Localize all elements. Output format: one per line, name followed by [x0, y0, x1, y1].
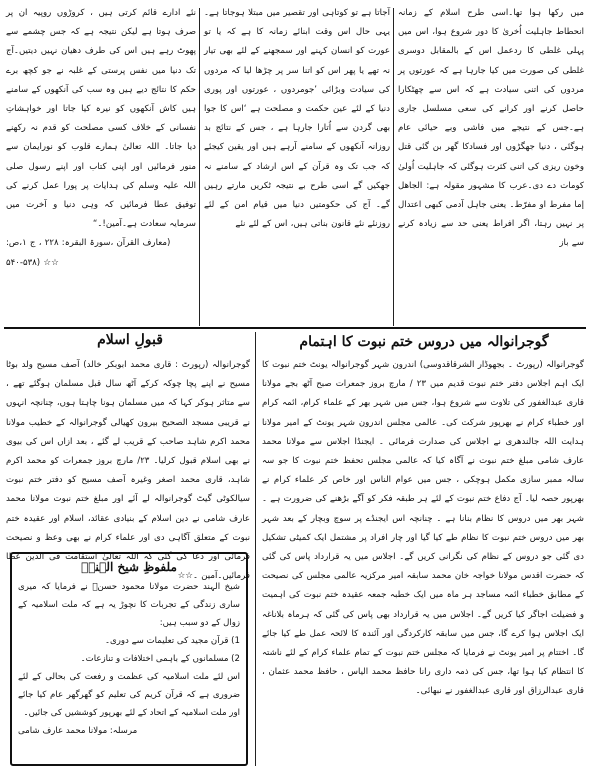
quote-box-body — [18, 578, 240, 740]
reference-line-2: ☆☆ (۵۴۰-۵۳۸ — [6, 257, 59, 268]
quote-intro: شیخ الہند حضرت مولانا محمود حسنؒ نے فرمایا کہ میری ساری زندگی کے تجربات کا نچوڑ یہ ہے کہ ملت اسلامیہ کے زوال کے دو سبب ہیں: — [18, 582, 240, 628]
column-divider — [255, 332, 256, 766]
section-divider — [4, 327, 586, 329]
top-column-left-text: نئے ادارے قائم کرتی ہیں ، کروڑوں روپیہ ان پر صرف ہوتا ہے لیکن نتیجہ ہے کہ جس چشمے سے پھوٹ رہے ہیں اس کی طرف دھیان نہیں دیتیں۔آج تک دنیا میں نفس پرستی کے غلبہ نے جو کچھ برے حکم کا نتائج دیے ہیں وہ سب کی آنکھوں کے سامنے ہیں کاش آنکھوں کو نیرہ کیا جاتا اور خواہشاتِ نفسانی کے خلاف کسی مصلحت کو قدم نہ رکھنے دیا جاتا۔ اللہ تعالیٰ ہمارے قلوب کو نورایمان سے منور فرمائیں اور اپنی کتاب اور اپنے رسول صلی اللہ علیہ وسلم کی ہدایات پر پورا عمل کرنے کی توفیق عطا فرمائیں کہ وہی دنیا و آخرت میں سرمایہ سعادت ہے۔آمین!۔“ — [6, 8, 196, 230]
left-article-title: قبولِ اسلام — [97, 332, 163, 348]
quote-box-title: ملفوظِ شیخ الہندؒ — [81, 560, 177, 574]
column-divider — [199, 8, 200, 326]
top-column-left — [6, 4, 196, 324]
left-article-body: گوجرانوالہ (رپورٹ : قاری محمد ابوبکر خالد) آصف مسیح ولد بوٹا مسیح نے اپنے پچا چوکہ کرکے آٹھ سال قبل مسلمان ہوگئے تھے ، سے متاثر ہوکر کہا کہ میں مسلمان ہونا چاہتا ہوں، چنانچہ انہوں نے قریبی مسجد الصحیح بیرون کھیالی گوجرانوالہ کے خطیب مولانا محمد اکرم شاہد صاحب کے قریب لے گئے ، بعد ازاں اس کی بیوی نے بھی اسلام قبول کرلیا۔ ۲۳/ مارچ بروز جمعرات کو محمد اکرم شاہد، قاری محمد اصغر وغیرہ آصف مسیح کو دفتر ختم نبوت سیالکوٹی گیٹ گوجرانوالہ لے آئے اور مبلغ ختم نبوت مولانا محمد عارف شامی نے دین اسلام کے بنیادی عقائد، اسلام اور عقیدہ ختم نبوت کے متعلق آگاہی دی اور علماء کرام نے بھی وعظ و نصیحت فرمائی اور دعا کی گئی کہ اللہ تعالیٰ استقامت فی الدین عطا فرمائیں۔آمین ۔☆☆ — [6, 360, 250, 582]
right-article-title: گوجرانوالہ میں دروس ختم نبوت کا اہتمام — [299, 334, 549, 350]
quote-signature: مرسلہ: مولانا محمد عارف شامی — [18, 726, 138, 736]
quote-text: اس لئے ملت اسلامیہ کی عظمت و رفعت کی بحالی کے لئے ضروری ہے کہ قرآن کریم کی تعلیم کو گھرگھر عام کیا جائے اور ملت اسلامیہ کے اتحاد کے لئے بھرپور کوششیں کی جائیں۔ — [18, 672, 240, 718]
quote-point-2: 2) مسلمانوں کے باہمی اختلافات و تنازعات۔ — [80, 654, 240, 664]
quote-box — [10, 552, 248, 766]
top-column-middle: آجاتا ہے تو کوتاہی اور تقصیر میں مبتلا ہوجاتا ہے۔ یہی حال اس وقت ابنائے زمانہ کا ہے کہ یا تو عورت کو انسان کہنے اور سمجھنے کے لئے بھی تیار نہ تھے یا پھر اس کو اتنا سر پر چڑھا لیا کہ مردوں کی سیادت وبڑائی ’جومردوں ، عورتوں اور پوری دنیا کے لئے عین حکمت و مصلحت ہے ‘اس کا جوا بھی گردن سے اُتارا جارہا ہے ، جس کے نتائج بد روزانہ آنکھوں کے سامنے آرہے ہیں اور یقین کیجئے کہ جب تک وہ قرآن کے اس ارشاد کے سامنے نہ جھکیں گے اسی طرح بے نتیجہ ٹکریں مارتے رہیں گے۔ آج کی حکومتیں دنیا میں قیام امن کے لئے روزنئے نئے قانون بناتی ہیں، اس کے لئے نئے — [204, 8, 390, 230]
top-column-right: میں رکھا ہوا تھا۔اسی طرح اسلام کے زمانہ انحطاط جاہلیت اُخریٰ کا دور شروع ہوا، اس میں پہلی غلطی کا ردعمل اس کے بالمقابل دوسری غلطی کی صورت میں کیا جارہا ہے کہ عورتوں پر مردوں کی اتنی سیادت ہے کہ اس سے چھٹکارا حاصل کرنے اور کرانے کی سعی مسلسل جاری ہے۔جس کے نتیجے میں فاشی وبے حیائی عام ہوگئی ، دنیا جھگڑوں اور فسادکا گھر بن گئی قتل وخون ریزی کی اتنی کثرت ہوگئی کہ جاہلیت اُولیٰ کومات دے دی۔عرب کا مشہور مقولہ ہے: الجاهل إما مفرط او مفرّط۔ یعنی جاہل آدمی کبھی اعتدال پر نہیں رہتا، اگر افراط یعنی حد سے زیادہ کرنے سے باز — [398, 8, 584, 249]
right-article-body: گوجرانوالہ (رپورٹ ۔ بجھوڈار الشرقاقدوسی) اندرون شہر گوجرانوالہ یونٹ ختم نبوت کا ایک اہم اجلاس دفتر ختم نبوت قدیم میں ۲۳ / مارچ بروز جمعرات صبح آٹھ بجے مولانا قاری عبدالغفور کی تلاوت سے شروع ہوا، جس میں شہر بھر کے علماء کرام، ائمہ کرام اور خطباء کرام نے بھرپور شرکت کی۔ عالمی مجلس اندرون شہر یونٹ کے امیر مولانا ہدایت اللہ جالندھری نے اجلاس کی صدارت فرمائی ۔ ایجنڈا اجلاس سے مولانا محمد عارف شامی مبلغ ختم نبوت نے آگاہ کیا کہ عالمی مجلس تحفظ ختم نبوت کا جو سہ سالہ ممبر سازی مکمل ہوچکی ، جس میں عوام الناس اور خاص کر علماء کرام نے بھرپور حصہ لیا۔ آج دفاع ختم نبوت کے لئے ہر طبقہ فکر کو آگے بڑھنے کی ضرورت ہے ۔ شہر بھر میں دروس کا نظام بنانا ہے ۔ چنانچہ اس ایجنڈے پر سوچ وبچار کے بعد شہر بھر میں دروس ختم نبوت کا نظام طے کیا گیا اور چار افراد پر مشتمل ایک کمیٹی تشکیل دی گئی جو دروس کے نظام کی نگرانی کریں گے۔ اجلاس میں یہ قرارداد پاس کی گئی کہ حضرت اقدس مولانا خواجہ خان محمد سابقہ امیر مرکزیہ عالمی مجلس کی نصیحت کے مطابق خطباء ائمہ مساجد ہر ماہ میں ایک خطبہ جمعہ عقیدہ ختم نبوت کی اہمیت و فضیلت اجاگر کیا کریں گے۔ اجلاس میں یہ قرارداد بھی پاس کی گئی کہ ہرماہ بلاناغہ ایک اجلاس ہوا کرے گا، جس میں سابقہ کارکردگی اور آئندہ کا لائحہ عمل طے کیا جائے گا۔ اختتام پر امیر یونٹ نے فرمایا کہ مجلس ختم نبوت کے تمام علماء کرام کے لئے ناشتہ کا انتظام کیا ہوا تھا، جس کی ذمہ داری رانا حافظ محمد الیاس ، حافظ محمد عثمان ، قاری عبدالرزاق اور قاری عبدالغفور نے نبھائی۔ — [262, 360, 584, 697]
column-divider — [393, 8, 394, 326]
reference-line-1: (معارف القرآن ،سورۃ البقرہ: ۲۲۸ ، ج ۱،ص: — [6, 238, 171, 249]
quote-point-1: 1) قرآن مجید کی تعلیمات سے دوری۔ — [104, 636, 240, 646]
